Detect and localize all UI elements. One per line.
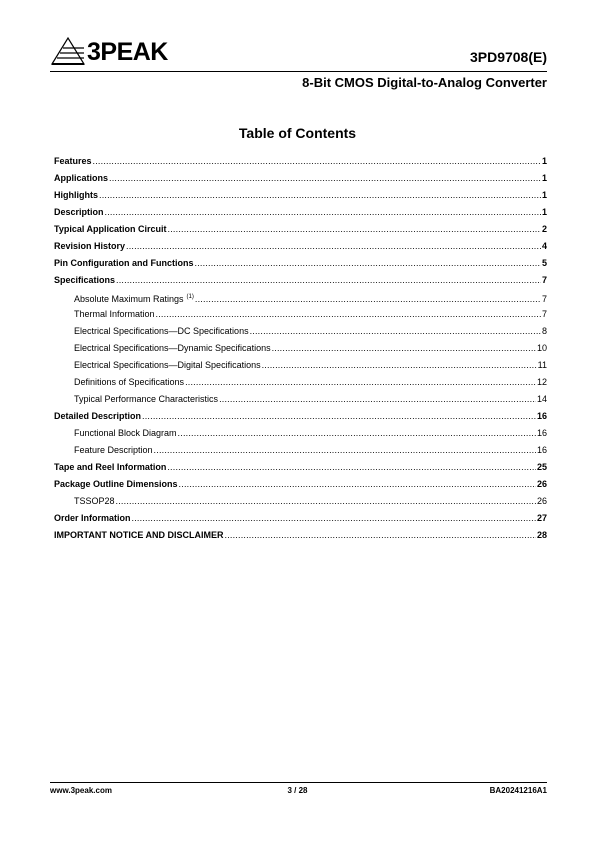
toc-entry-text: Feature Description (74, 445, 153, 455)
dot-leader (168, 223, 541, 235)
toc-entry-page: 12 (536, 377, 547, 387)
toc-entry[interactable] (54, 308, 547, 325)
dot-leader (105, 206, 541, 218)
toc-entry-label (54, 189, 98, 201)
toc-entry-text: Highlights (54, 190, 98, 200)
toc-entry[interactable] (54, 512, 547, 529)
dot-leader (116, 495, 536, 507)
dot-leader (109, 172, 541, 184)
company-logo (50, 36, 185, 68)
toc-entry-page: 8 (541, 326, 547, 336)
toc-entry-text: Features (54, 156, 92, 166)
toc-entry[interactable] (54, 529, 547, 546)
footer-doc-code: BA20241216A1 (489, 786, 547, 795)
toc-entry-text: Electrical Specifications—Digital Specifications (74, 360, 261, 370)
dot-leader (225, 529, 536, 541)
toc-entry-text: Applications (54, 173, 109, 183)
toc-entry-label (74, 359, 261, 371)
toc-entry-label (54, 529, 224, 541)
toc-entry[interactable] (54, 291, 547, 308)
logo-wordmark: 3PEAK (87, 38, 168, 66)
table-of-contents (54, 155, 547, 546)
toc-entry-label (74, 495, 115, 507)
toc-entry-label (54, 223, 167, 235)
toc-entry-page: 14 (536, 394, 547, 404)
toc-entry[interactable] (54, 257, 547, 274)
toc-entry-text: Detailed Description (54, 411, 142, 421)
toc-entry-text: Revision History (54, 241, 126, 251)
toc-entry[interactable] (54, 223, 547, 240)
part-number: 3PD9708(E) (469, 49, 547, 65)
toc-entry-text: Tape and Reel Information (54, 462, 167, 472)
toc-entry-text: Absolute Maximum Ratings (74, 294, 184, 304)
dot-leader (195, 257, 541, 269)
toc-entry-label (54, 257, 194, 269)
toc-entry[interactable] (54, 206, 547, 223)
toc-entry-text: Functional Block Diagram (74, 428, 177, 438)
footer-divider (50, 782, 547, 783)
dot-leader (219, 393, 536, 405)
toc-entry[interactable] (54, 376, 547, 393)
toc-entry-label (54, 155, 92, 167)
toc-entry[interactable] (54, 359, 547, 376)
toc-entry[interactable] (54, 478, 547, 495)
toc-entry-page: 1 (541, 156, 547, 166)
toc-entry-page: 16 (536, 445, 547, 455)
toc-entry-label (54, 240, 125, 252)
toc-entry-page: 1 (541, 207, 547, 217)
dot-leader (142, 410, 536, 422)
toc-entry[interactable] (54, 240, 547, 257)
footnote-marker[interactable]: (1) (186, 294, 194, 300)
header-divider (50, 71, 547, 72)
toc-entry-label (54, 172, 108, 184)
toc-entry[interactable] (54, 495, 547, 512)
footer-website[interactable]: www.3peak.com (50, 786, 112, 795)
toc-entry-label (54, 410, 141, 422)
toc-entry[interactable] (54, 461, 547, 478)
dot-leader (195, 293, 541, 305)
toc-entry-page: 7 (541, 294, 547, 304)
toc-entry-page: 5 (541, 258, 547, 268)
toc-entry-label (74, 308, 155, 320)
toc-entry-page: 28 (536, 530, 547, 540)
dot-leader (250, 325, 541, 337)
toc-entry[interactable] (54, 325, 547, 342)
toc-entry[interactable] (54, 444, 547, 461)
toc-entry-page: 1 (541, 173, 547, 183)
toc-entry-page: 27 (536, 513, 547, 523)
dot-leader (185, 376, 536, 388)
dot-leader (156, 308, 541, 320)
dot-leader (132, 512, 536, 524)
dot-leader (179, 478, 536, 490)
toc-entry-text: Description (54, 207, 104, 217)
toc-title: Table of Contents (238, 125, 357, 141)
footer-page-indicator: 3 / 28 (287, 786, 308, 795)
toc-entry-page: 10 (536, 343, 547, 353)
toc-entry[interactable] (54, 393, 547, 410)
dot-leader (178, 427, 536, 439)
toc-entry-page: 11 (537, 360, 547, 370)
toc-entry-label (54, 206, 104, 218)
toc-entry-text: Order Information (54, 513, 131, 523)
dot-leader (116, 274, 541, 286)
dot-leader (93, 155, 541, 167)
toc-entry-label (54, 274, 115, 286)
toc-entry[interactable] (54, 410, 547, 427)
toc-entry-page: 4 (541, 241, 547, 251)
toc-entry-page: 25 (536, 462, 547, 472)
toc-entry-label (74, 444, 153, 456)
dot-leader (154, 444, 536, 456)
dot-leader (272, 342, 536, 354)
toc-entry-text: Typical Performance Characteristics (74, 394, 219, 404)
toc-entry[interactable] (54, 155, 547, 172)
toc-entry-text: Definitions of Specifications (74, 377, 185, 387)
toc-entry-label (54, 461, 166, 473)
toc-entry[interactable] (54, 427, 547, 444)
toc-entry-text: Typical Application Circuit (54, 224, 167, 234)
toc-entry[interactable] (54, 274, 547, 291)
toc-entry-page: 26 (536, 496, 547, 506)
toc-entry-text: Electrical Specifications—Dynamic Specifications (74, 343, 271, 353)
toc-entry-page: 16 (536, 411, 547, 421)
toc-entry-label (74, 291, 194, 305)
toc-entry-label (74, 427, 177, 439)
toc-entry-text: TSSOP28 (74, 496, 115, 506)
toc-entry[interactable] (54, 342, 547, 359)
toc-entry-text: Electrical Specifications—DC Specifications (74, 326, 249, 336)
toc-entry-page: 1 (541, 190, 547, 200)
toc-entry-page: 2 (541, 224, 547, 234)
toc-entry-label (54, 478, 178, 490)
toc-entry-page: 7 (541, 275, 547, 285)
toc-entry-text: IMPORTANT NOTICE AND DISCLAIMER (54, 530, 224, 540)
toc-entry-label (74, 376, 184, 388)
toc-entry-label (54, 512, 131, 524)
toc-entry-text: Specifications (54, 275, 116, 285)
toc-entry[interactable] (54, 172, 547, 189)
toc-entry-label (74, 393, 218, 405)
document-subtitle: 8-Bit CMOS Digital-to-Analog Converter (302, 75, 547, 90)
toc-entry-text: Package Outline Dimensions (54, 479, 178, 489)
toc-entry-label (74, 342, 271, 354)
toc-entry-text: Thermal Information (74, 309, 155, 319)
dot-leader (99, 189, 541, 201)
toc-entry-page: 16 (536, 428, 547, 438)
dot-leader (262, 359, 537, 371)
toc-entry-text: Pin Configuration and Functions (54, 258, 194, 268)
toc-entry[interactable] (54, 189, 547, 206)
dot-leader (167, 461, 536, 473)
toc-entry-page: 7 (541, 309, 547, 319)
toc-entry-page: 26 (536, 479, 547, 489)
dot-leader (126, 240, 541, 252)
toc-entry-label (74, 325, 249, 337)
peak-mountain-icon (50, 36, 86, 66)
